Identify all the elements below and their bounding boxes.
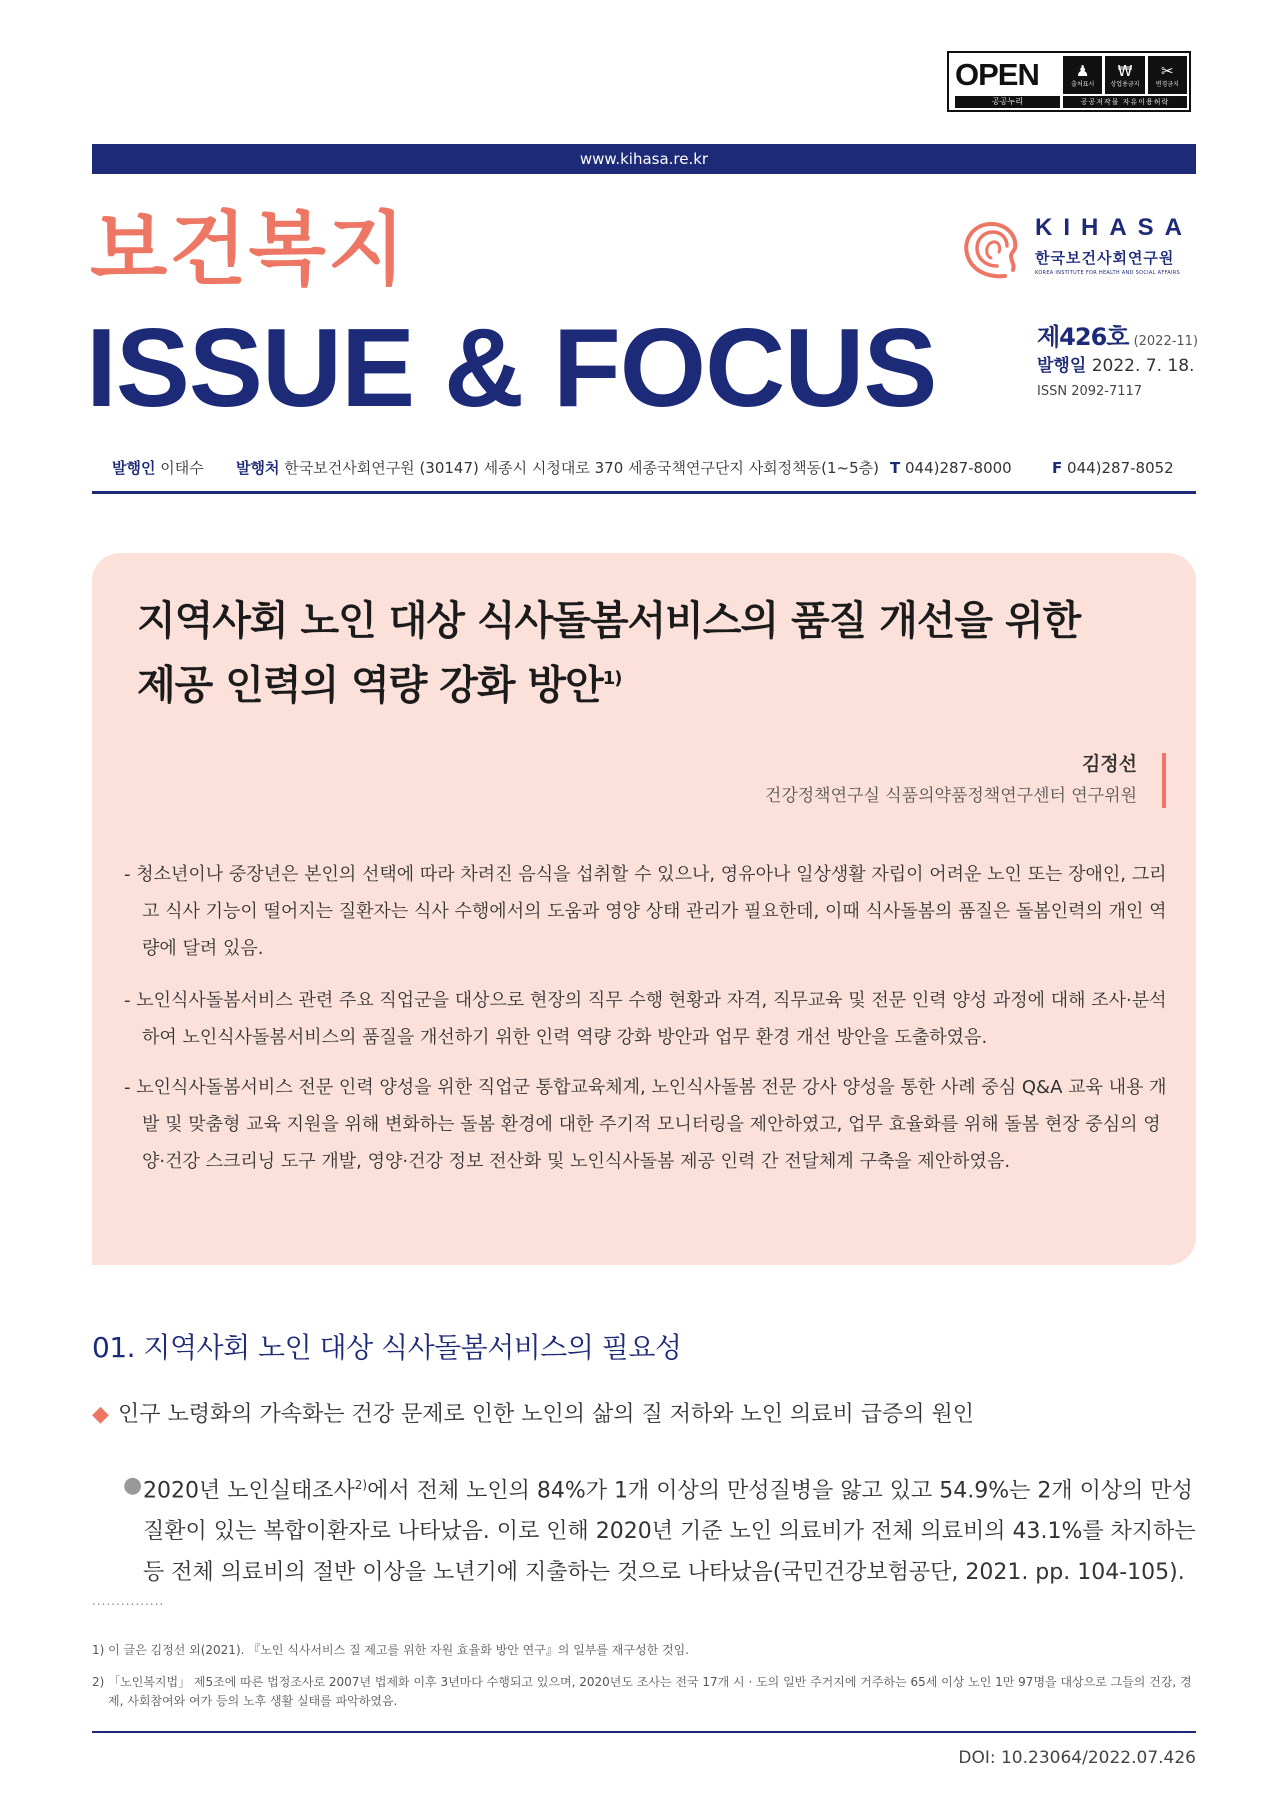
- summary-item-1: - 청소년이나 중장년은 본인의 선택에 따라 차려진 음식을 섭취할 수 있으나, 영유아나 일상생활 자립이 어려운 노인 또는 장애인, 그리고 식사 기능이 떨어지는 질환자는 식사 수행에서의 도움과 영양 상태 관리가 필요한데, 이때 식사돌봄의 품질은 돌봄인력의 개인 역량에 달려 있음.: [124, 864, 1167, 959]
- issue-number-value: 제426호: [1037, 323, 1129, 351]
- article-title-line-2: 제공 인력의 역량 강화 방안$^{1)}$: [137, 662, 622, 709]
- doi[interactable]: DOI: 10.23064/2022.07.426: [958, 1748, 1196, 1768]
- website-link[interactable]: www.kihasa.re.kr: [579, 150, 709, 168]
- license-conditions-sub: 공공저작물 자유이용허락: [1063, 96, 1187, 108]
- open-license-sub: 공공누리: [955, 96, 1060, 108]
- diamond-bullet-icon: ◆: [92, 1402, 109, 1427]
- publication-date: [1037, 353, 1194, 379]
- kihasa-logo-fullname: KOREA INSTITUTE FOR HEALTH AND SOCIAL AFFAIRS: [1035, 270, 1180, 276]
- footnote-2: 2) 「노인복지법」 제5조에 따른 법정조사로 2007년 법제화 이후 3년마다 수행되고 있으며, 2020년도 조사는 전국 17개 시 · 도의 일반 주거지에 거주하는 65세 이상 노인 1만 97명을 대상으로 그들의 건강, 경제, 사회참여와 여가 등의 노후 생활 실태를 파악하였음.: [92, 1675, 1192, 1708]
- publisher: 발행인 이태수: [112, 459, 204, 477]
- publisher-info: [112, 455, 1202, 481]
- no-derivatives-icon: ✂ 변경금지: [1148, 56, 1187, 94]
- footer-divider: [92, 1731, 1196, 1733]
- attribution-icon: ♟ 출처표시: [1063, 56, 1102, 94]
- publishing-office: 발행처 한국보건사회연구원 (30147) 세종시 시청대로 370 세종국책연구단지 사회정책동(1~5층): [236, 459, 879, 477]
- issue-code: (2022-11): [1133, 334, 1199, 349]
- header-divider: [92, 491, 1196, 494]
- summary-item-3: - 노인식사돌봄서비스 전문 인력 양성을 위한 직업군 통합교육체계, 노인식사돌봄 전문 강사 양성을 통한 사례 중심 Q&A 교육 내용 개발 및 맞춤형 교육 지원을 위해 변화하는 돌봄 환경에 대한 주기적 모니터링을 제안하였고, 업무 효율화를 위해 돌봄 현장 중심의 영양·건강 스크리닝 도구 개발, 영양·건강 정보 전산화 및 노인식사돌봄 제공 인력 간 전달체계 구축을 제안하였음.: [124, 1077, 1167, 1172]
- publication-date-value: 2022. 7. 18.: [1091, 356, 1195, 376]
- summary-item-2: - 노인식사돌봄서비스 관련 주요 직업군을 대상으로 현장의 직무 수행 현황과 자격, 직무교육 및 전문 인력 양성 과정에 대해 조사·분석하여 노인식사돌봄서비스의 품질을 개선하기 위한 인력 역량 강화 방안과 업무 환경 개선 방안을 도출하였음.: [124, 990, 1167, 1048]
- open-license-wordmark: OPEN: [955, 57, 1039, 92]
- footnote-1: 1) 이 글은 김정선 외(2021). 『노인 식사서비스 질 제고를 위한 자원 효율화 방안 연구』의 일부를 재구성한 것임.: [92, 1643, 689, 1657]
- body-paragraph: ● 2020년 노인실태조사$^{2)}$에서 전체 노인의 84%가 1개 이상의 만성질병을 앓고 있고 54.9%는 2개 이상의 만성질환이 있는 복합이환자로 나타났음. 이로 인해 2020년 기준 노인 의료비가 전체 의료비의 43.1%를 차지하는 등 전체 의료비의 절반 이상을 노년기에 지출하는 것으로 나타났음(국민건강보험공단, 2021. pp. 104-105).: [123, 1465, 1196, 1593]
- kihasa-logo-english: KIHASA: [1035, 214, 1194, 241]
- kihasa-head-icon: [957, 218, 1027, 280]
- masthead-english-title: ISSUE & FOCUS: [86, 306, 937, 430]
- section-lead: [92, 1397, 974, 1433]
- website-bar: [92, 144, 1196, 174]
- license-conditions: [1063, 56, 1187, 94]
- footnote-separator: ...............: [92, 1594, 165, 1608]
- author-name: 김정선: [1081, 753, 1137, 775]
- bullet-dot-icon: ●: [123, 1473, 143, 1498]
- section-lead-text: 인구 노령화의 가속화는 건강 문제로 인한 노인의 삶의 질 저하와 노인 의료비 급증의 원인: [118, 1402, 974, 1427]
- masthead-korean-title: 보건복지: [90, 203, 408, 296]
- author-block: [640, 748, 1137, 812]
- telephone: T 044)287-8000: [890, 459, 1012, 477]
- body-footnote-marker[interactable]: 2): [354, 1478, 368, 1492]
- title-footnote-marker[interactable]: 1): [602, 668, 622, 689]
- fax: F 044)287-8052: [1052, 459, 1174, 477]
- section-heading: 01. 지역사회 노인 대상 식사돌봄서비스의 필요성: [92, 1331, 682, 1364]
- kihasa-logo: [957, 214, 1197, 286]
- author-affiliation: 건강정책연구실 식품의약품정책연구센터 연구위원: [764, 786, 1137, 806]
- article-title-line-1: 지역사회 노인 대상 식사돌봄서비스의 품질 개선을 위한: [137, 598, 1081, 644]
- issn: ISSN 2092-7117: [1037, 384, 1143, 399]
- publication-date-label: 발행일: [1037, 356, 1087, 376]
- noncommercial-icon: ₩ 상업용금지: [1105, 56, 1144, 94]
- author-accent-bar: [1162, 753, 1166, 808]
- kihasa-logo-korean: 한국보건사회연구원: [1035, 249, 1175, 267]
- article-title: [137, 592, 1177, 714]
- issue-number: [1037, 322, 1198, 357]
- open-license-badge: [947, 51, 1191, 112]
